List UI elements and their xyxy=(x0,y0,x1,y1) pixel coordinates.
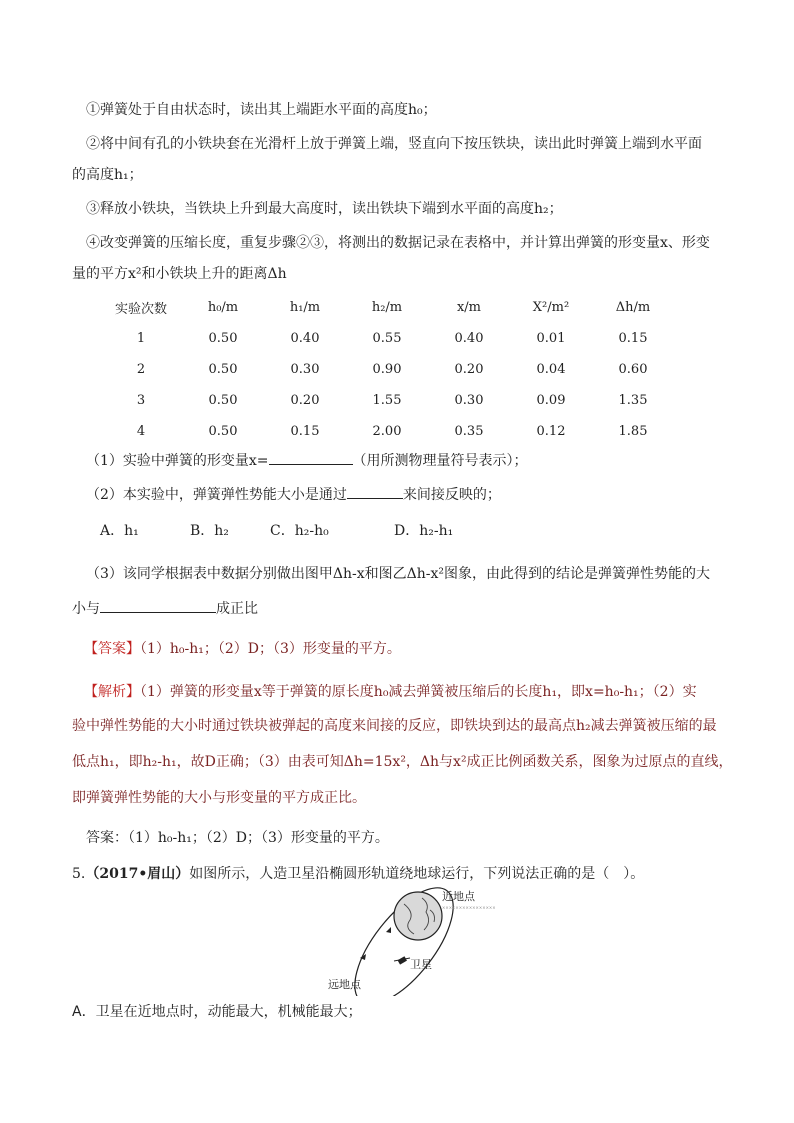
question-3-cont xyxy=(72,598,258,619)
table-cell: 1 xyxy=(136,331,146,346)
perigee-label: 近地点 xyxy=(442,890,475,903)
table-cell: 0.15 xyxy=(618,331,648,346)
orbit-arrow xyxy=(386,927,391,933)
table-header-cell: h₂/m xyxy=(371,300,403,315)
answer-text: （1）h₀-h₁；（2）D；（3）形变量的平方。 xyxy=(140,641,401,657)
earth-globe xyxy=(394,892,442,940)
step-4-cont: 量的平方x²和小铁块上升的距离Δh xyxy=(72,266,287,282)
answer-blank xyxy=(347,484,403,499)
analysis-line-1 xyxy=(84,682,697,702)
step-2: ②将中间有孔的小铁块套在光滑杆上放于弹簧上端，竖直向下按压铁块，读出此时弹簧上端到水平面 xyxy=(86,136,702,152)
answer-summary: 答案：（1）h₀-h₁；（2）D；（3）形变量的平方。 xyxy=(86,830,389,846)
table-row xyxy=(100,323,674,354)
table-cell: 0.50 xyxy=(208,362,238,377)
question-5-stem: 如图所示，人造卫星沿椭圆形轨道绕地球运行，下列说法正确的是（ ）。 xyxy=(189,866,645,882)
table-cell: 4 xyxy=(136,424,146,439)
table-header-cell: h₁/m xyxy=(289,300,321,315)
table-cell: 0.50 xyxy=(208,331,238,346)
table-cell: 0.04 xyxy=(536,362,566,377)
analysis-text: （1）弹簧的形变量x等于弹簧的原长度h₀减去弹簧被压缩后的长度h₁，即x=h₀-h₁；（2）实 xyxy=(140,684,697,700)
table-cell: 1.55 xyxy=(372,393,402,408)
table-cell: 0.35 xyxy=(454,424,484,439)
question-2-suffix: 来间接反映的； xyxy=(402,487,501,503)
table-cell: 0.09 xyxy=(536,393,566,408)
table-cell: 0.01 xyxy=(536,331,566,346)
question-1 xyxy=(86,450,528,471)
table-cell: 0.60 xyxy=(618,362,648,377)
question-1-text: （1）实验中弹簧的形变量x= xyxy=(86,453,269,469)
question-2 xyxy=(86,484,501,505)
step-1: ①弹簧处于自由状态时，读出其上端距水平面的高度h₀； xyxy=(86,102,437,118)
table-cell: 0.15 xyxy=(290,424,320,439)
table-row xyxy=(100,385,674,416)
table-header-cell: x/m xyxy=(456,300,482,315)
satellite-orbit-figure xyxy=(318,886,496,1006)
table-cell: 0.30 xyxy=(290,362,320,377)
question-3-text: 小与 xyxy=(72,601,100,617)
apogee-label: 远地点 xyxy=(328,978,361,991)
table-cell: 0.20 xyxy=(454,362,484,377)
answer-line xyxy=(84,639,401,659)
analysis-line-4: 即弹簧弹性势能的大小与形变量的平方成正比。 xyxy=(72,790,366,806)
question-2-option-a: A．h₁ xyxy=(100,523,139,539)
satellite-label: 卫星 xyxy=(410,958,432,971)
question-2-option-d: D．h₂-h₁ xyxy=(394,523,454,539)
figure-fine-print: ×××××××××××××××× xyxy=(442,905,496,910)
question-5 xyxy=(72,864,644,884)
question-1-suffix: （用所测物理量符号表示）； xyxy=(352,453,528,469)
table-row xyxy=(100,416,674,447)
table-cell: 0.90 xyxy=(372,362,402,377)
table-cell: 0.40 xyxy=(290,331,320,346)
table-cell: 2 xyxy=(136,362,146,377)
table-header-cell: Δh/m xyxy=(615,300,651,315)
table-cell: 0.50 xyxy=(208,424,238,439)
question-3-suffix: 成正比 xyxy=(216,601,258,617)
table-cell: 2.00 xyxy=(372,424,402,439)
table-header-cell: X²/m² xyxy=(532,300,570,315)
data-table xyxy=(100,292,674,447)
answer-blank xyxy=(100,598,216,613)
table-cell: 1.35 xyxy=(618,393,648,408)
question-5-number: 5. xyxy=(72,866,86,882)
question-2-option-c: C．h₂-h₀ xyxy=(270,523,329,539)
analysis-line-3: 低点h₁，即h₂-h₁，故D正确；（3）由表可知Δh=15x²，Δh与x²成正比例函数关系，图象为过原点的直线， xyxy=(72,754,733,770)
table-row xyxy=(100,354,674,385)
question-5-option-a: A．卫星在近地点时，动能最大，机械能最大； xyxy=(72,1004,362,1020)
table-header-row xyxy=(100,292,674,323)
table-cell: 0.12 xyxy=(536,424,566,439)
table-cell: 0.50 xyxy=(208,393,238,408)
table-cell: 3 xyxy=(136,393,146,408)
table-cell: 0.20 xyxy=(290,393,320,408)
answer-label: 【答案】 xyxy=(84,641,140,657)
step-3: ③释放小铁块，当铁块上升到最大高度时，读出铁块下端到水平面的高度h₂； xyxy=(86,201,563,217)
table-header-cell: h₀/m xyxy=(207,300,239,315)
question-2-text: （2）本实验中，弹簧弹性势能大小是通过 xyxy=(86,487,347,503)
step-2-cont: 的高度h₁； xyxy=(72,167,143,183)
question-3: （3）该同学根据表中数据分别做出图甲Δh-x和图乙Δh-x²图象，由此得到的结论是弹簧弹性势能的大 xyxy=(86,566,711,582)
question-2-option-b: B．h₂ xyxy=(190,523,229,539)
table-cell: 0.40 xyxy=(454,331,484,346)
table-cell: 0.55 xyxy=(372,331,402,346)
table-cell: 1.85 xyxy=(618,424,648,439)
analysis-line-2: 验中弹性势能的大小时通过铁块被弹起的高度来间接的反应，即铁块到达的最高点h₂减去弹簧被压缩的最 xyxy=(72,718,717,734)
table-header-cell: 实验次数 xyxy=(114,302,167,317)
analysis-label: 【解析】 xyxy=(84,684,140,700)
step-4: ④改变弹簧的压缩长度，重复步骤②③，将测出的数据记录在表格中，并计算出弹簧的形变量x、形变 xyxy=(86,235,710,251)
table-cell: 0.30 xyxy=(454,393,484,408)
answer-blank xyxy=(269,450,353,465)
question-5-source: （2017•眉山） xyxy=(85,866,190,882)
